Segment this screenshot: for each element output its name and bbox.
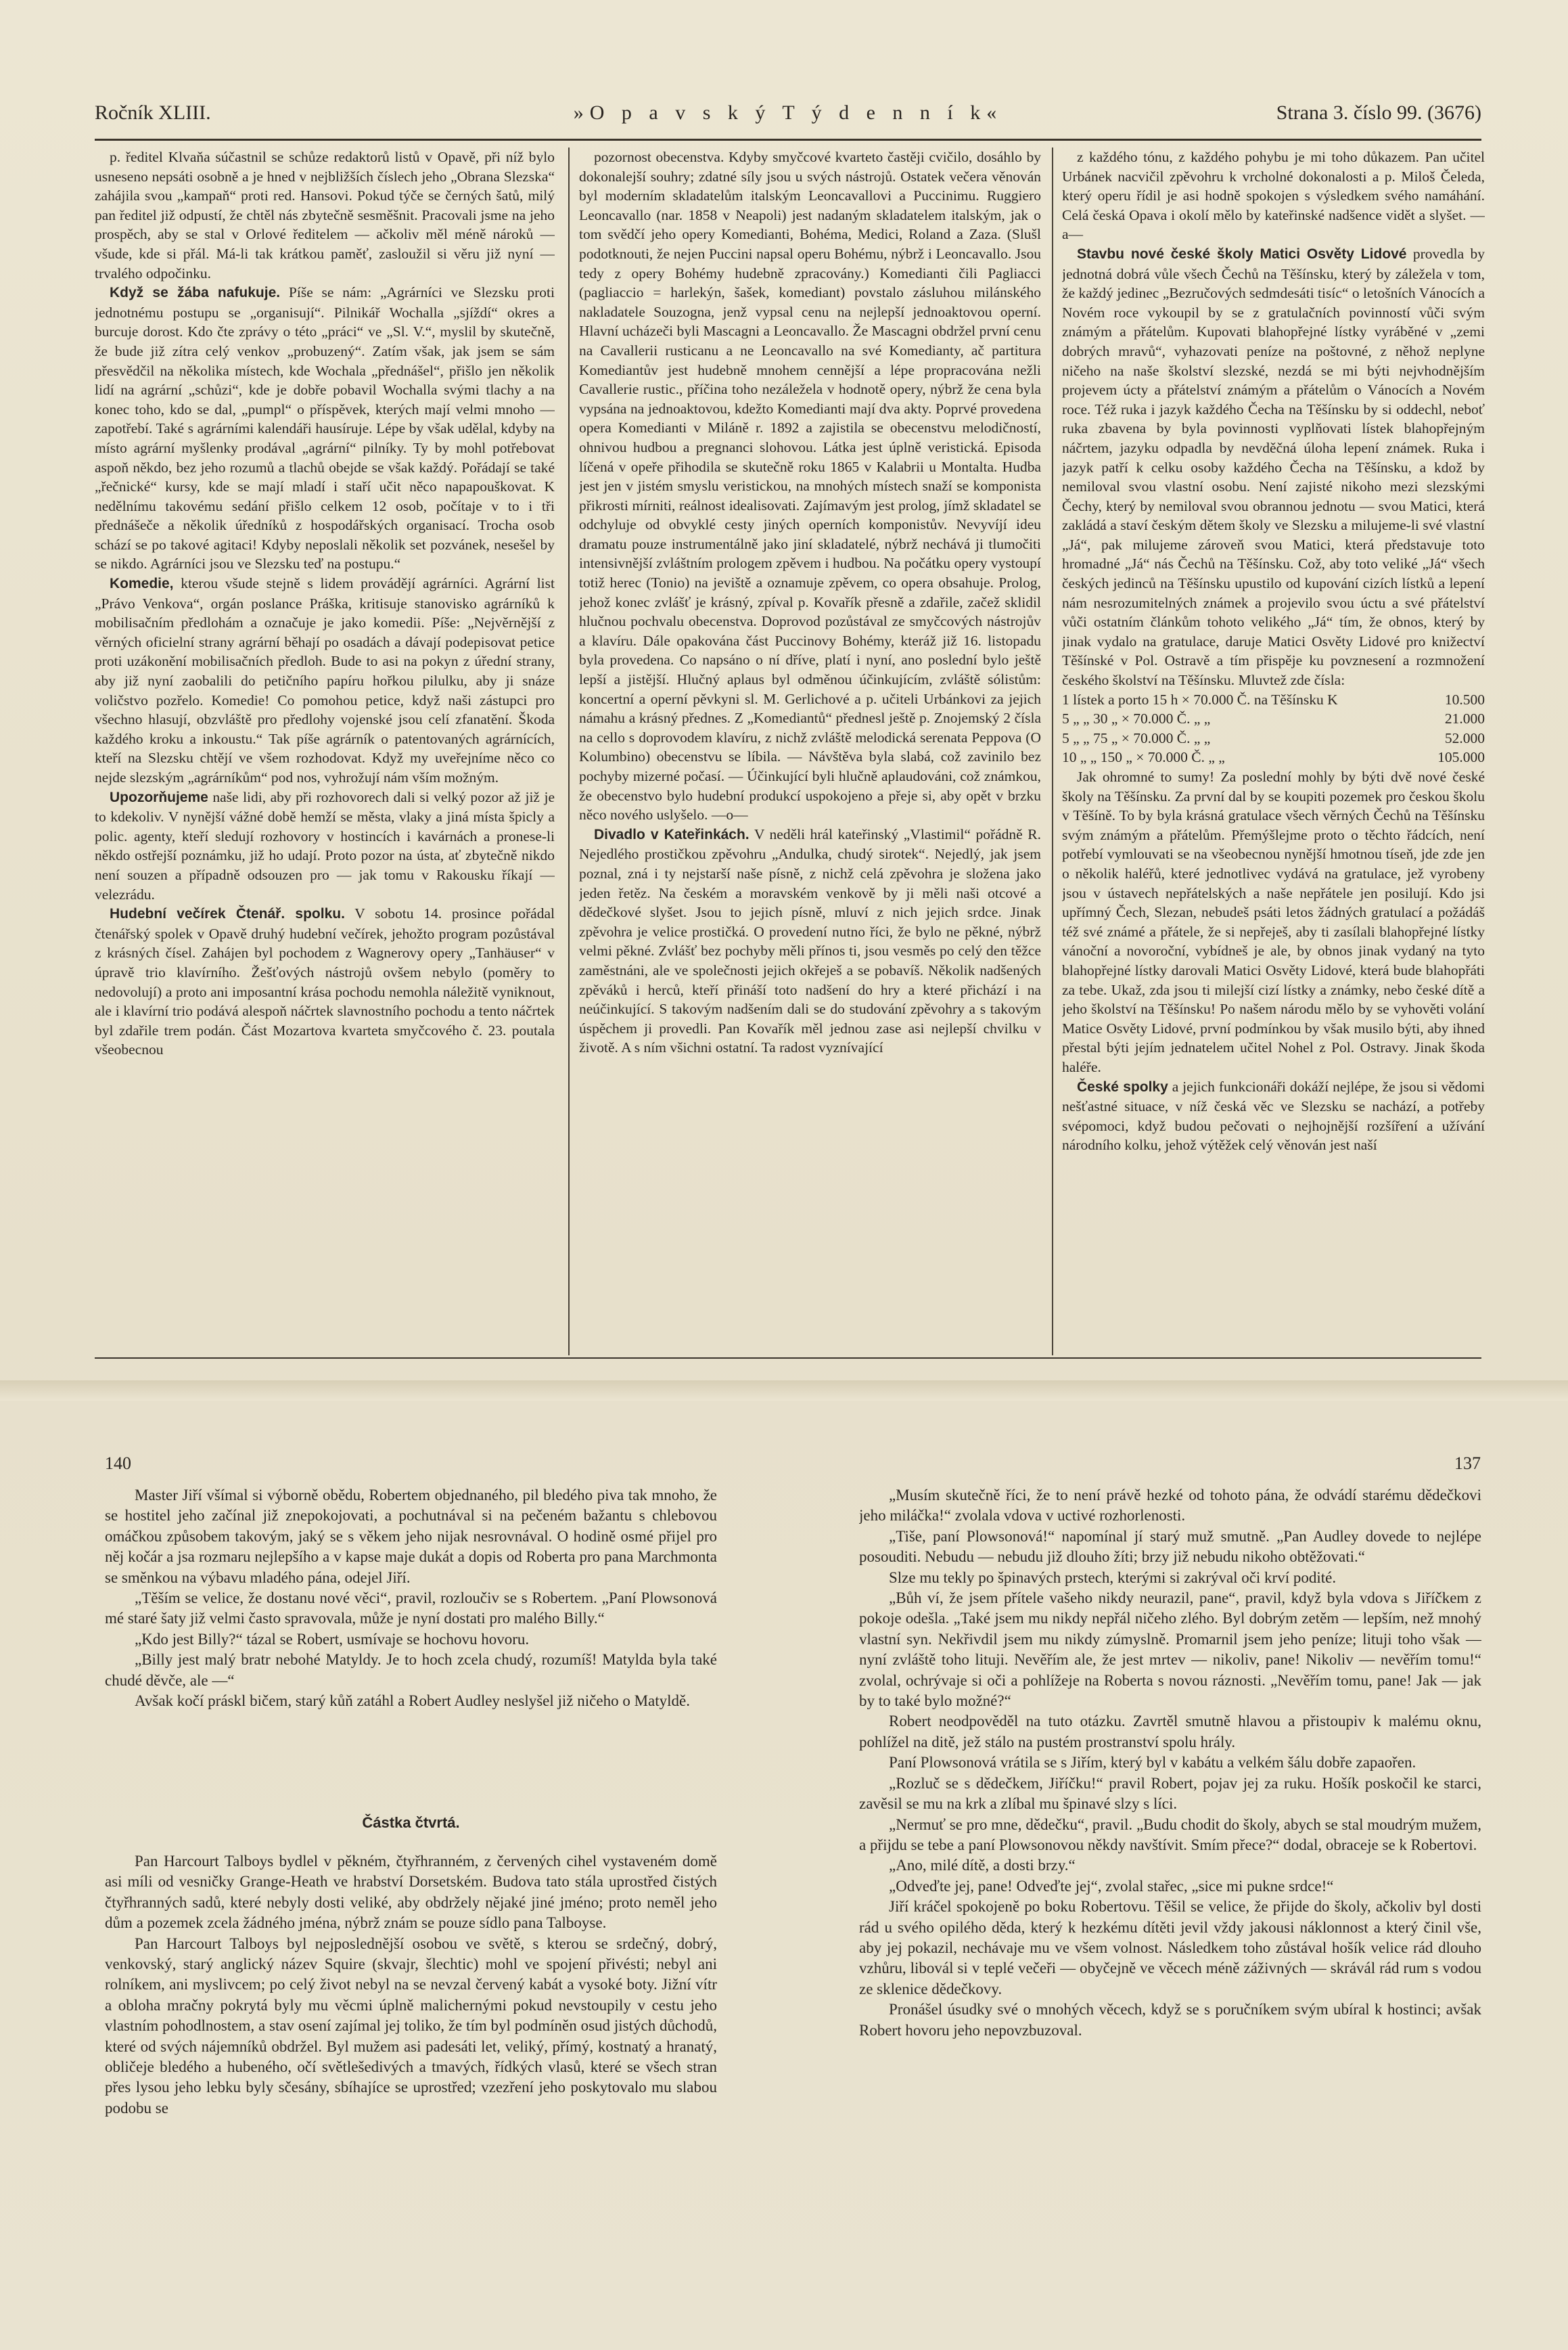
article-body: V neděli hrál kateřinský „Vlastimil“ pořádně R. Nejedlého prostičkou zpěvohru „Andulka, chudý sirotek“. Nejedlý, jak jsem poznal, zná i ty nejstarší naše písně, z nichž celá zpěvohra je složena jako jeden řetěz. Na českém a moravském venkově by ji měli naši otcové a dědečkové slyšet. Jsou to jejich písně, mluví z nich jejich srdce. Jinak zpěvohra je velice prostičká. O provedení nutno říci, že bylo ne pěkné, nýbrž velmi pěkné. Zvlášť bez pochyby měli přínos ti, jsou vesměs po celý den těžce zaměstnáni, ale ve společnosti jejich okřejеš a se pobavíš. Několik nadšených zpěváků i herců, kteří přináší toto nadšení do hry a které přichází i na neúčinkující. S takovým nadšením dali se do studování zpěvohry a s takovým úspěchem ji provedli. Pan Kovařík měl jednou zase asi nejlepší chvilku v životě. A s ním všichni ostatní. Ta radost vyznívající (579, 826, 1041, 1056)
article-headline: Divadlo v Kateřinkách. (594, 826, 750, 842)
novel-paragraph: „Nermuť se pro mne, dědečku“, pravil. „Budu chodit do školy, abych se stal moudrým mužem, a přijdu se tebe a paní Plowsonovou někdy navštívit. Smím přece?“ dodal, obraceje se k Robertovi. (859, 1815, 1481, 1853)
price-table-label: 1 lístek a porto 15 h × 70.000 Č. na Těšínsku K (1062, 691, 1338, 708)
article-body: V sobotu 14. prosince pořádal čtenářský spolek v Opavě druhý hudební večírek, jehožto program pozůstával z krásných čísel. Zahájen byl pochodem z Wagnerovy opery „Tanhäuser“ v úpravě trio klavírního. Žešťových nástrojů ovšem nebylo (poměry to nedovolují) a proto ani imposantní krása pochodu nemohla náležitě vyniknout, ale i klavírní trio podává alespoň náčrtek slavnostního pochodu a tento náčrtek byl zdařile trem podán. Část Mozartova kvarteta smyčcového č. 23. poutala všeobecnou (95, 905, 555, 1058)
price-table (1062, 690, 1485, 767)
masthead (95, 101, 1481, 135)
price-table-amount: 21.000 (1444, 710, 1485, 727)
novel-page-number-right: 137 (1454, 1453, 1481, 1473)
novel-page-left (105, 1485, 717, 2318)
article-headline: Když se žába nafukuje. (110, 285, 281, 301)
masthead-volume: Ročník XLIII. (95, 101, 211, 124)
article-body: kterou všude stejně s lidem provádějí agrárníci. Agrární list „Právo Venkova“, orgán poslance Práška, kritisuje stanovisko agrárníků k mobilisačním předlohám a označuje je jako komedii. Píše: „Nejvěrnější z věrných oficielní strany agrární běhají po osadách a dávají podepisovat petice proti uzákonění mobilisačních předloh. Bude to asi na pokyn z úřední strany, aby již nyní zaobalili do petičního papíru hořkou pilulku, aby ji snáze voličstvo pozřelo. Komedie! Co pomohou petice, když naši zástupci pro všechno hlasují, obzvláště pro předlohy vojenské jsou celí zfanatění. Škoda každého kroku a inkoustu.“ Tak píše agrárník o patentovaných agrárnících, kteří na Slezsku chtějí ve všem rozhodovat. Když my uveřejníme něco co nejde slezským „agrárníkům“ pod nos, vyhrožují nám vším možným. (95, 575, 555, 786)
article-body: z každého tónu, z každého pohybu je mi toho důkazem. Pan učitel Urbánek nacvičil zpěvohru k vrcholné dokonalosti a p. Miloš Čeleda, který operu řídil je asi hodně spokojen s výsledkem svého namáhání. Celá česká Opava i okolí mělo by kateřinské nadšence vidět a slyšet. —a— (1062, 149, 1485, 243)
masthead-rule (95, 139, 1481, 141)
article-headline: Hudební večírek Čtenář. spolku. (110, 906, 345, 922)
novel-page-right (859, 1485, 1481, 2318)
article-paragraph (1062, 148, 1485, 244)
masthead-page-info: Strana 3. číslo 99. (3676) (1276, 101, 1481, 124)
article-body: naše lidi, aby při rozhovorech dali si velký pozor až již je to kdekoliv. V nynější vážné době hemží se města, vlaky a jiná místa špicly a polic. agenty, kteří sledují rozhovory v hostincích i kavárnách a pronese-li někdo ostřejší poznámku, již ho udají. Proto pozor na ústa, ať zbytečně nikdo není souzen a případně odsouzen pro — jak tomu v Rakousku říkají — velezrádu. (95, 788, 555, 903)
article-body: pozornost obecenstva. Kdyby smyčcové kvarteto častěji cvičilo, dosáhlo by dokonalejší souhry; zdatné síly jsou u svých nástrojů. Ostatek večera věnován byl moderním skladatelům italským Leoncavallovi a Puccinimu. Ruggiero Leoncavallo (nar. 1858 v Neapoli) jest nadaným skladatelem italským, jak o tom svědčí jeho opery Komedianti, Bohéma, Medici, Roland a Zaza. (Slušl podotknouti, že nejen Puccini napsal operu Bohému, nýbrž i Leoncavallo. Jsou tedy z opery Bohémy hudebně zpracovány.) Komedianti čili Pagliacci (pagliaccio = harlekýn, šašek, komediant) povstalo zásluhou milánského nakladatele Souzogna, jenž vypsal cenu na nejlepší jednoaktovou operní. Hlavní ucházeči byli Mascagni a Leoncavallo. Že Mascagni obdržel první cenu na Cavallerii rusticanu a ne Leoncavallo na své Komedianty, ač partitura Komediantův jest hudebně mnohem cennější a lépe propracována nežli Cavallerie rustic., příčina toho nezáleželа v hodnotě opery, nýbrž že cena byla vypsána na jednoaktovou, kdežto Komedianti mají dva akty. Poprvé provedena opera Komedianti v Miláně r. 1892 a zajistila se obecenstvu melodičností, ohnivou hudbou a pregnanci slohovou. Látka jest úplně veristická. Episoda líčená v opeře přihodila se skutečně roku 1865 v Kalabrii u Montalta. Hudba jest jen v jistém smyslu veristickou, na mnohých místech snaží se komponista přikrosti mírniti, reálnost idealisovati. Zajímavým jest prolog, jímž skladatel se odchyluje od obvyklé cesty jiných operních komponistův. Nevyvíjí ideu dramatu pouze instrumentálně jako jiní skladatelé, nýbrž nechává ji tlumočiti intensivnější zvláštním prologem zpěvem i hudbou. Na počátku opery vystoupí totiž herec (Tonio) na jeviště a oznamuje zpěvem, co opera obsahuje. Prolog, jehož konec zvlášť je krásný, zpíval p. Kovařík přesně a zdařile, začež sklidil hlučnou pochvalu obecenstva. Doprovod pozůstával ze smyčcových nástrojův a klavíru. Dále opakována část Puccinovy Bohémy, kteráž již 16. listopadu byla provedena. Co napsáno o ní dříve, platí i nyní, ano poslední bylo ještě lepší a jistější. Hlučný aplaus byl odměnou účinkujícím, zvláště sólistům: koncertní a operní pěvkyni sl. M. Gerlichové a p. učiteli Urbánkovi za jejich námahu a krásný přednes. Z „Komediantů“ přednesl ještě p. Znojemský 2 čísla na cello s doprovodem klavíru, z nichž zvláště melodická serenata Peppova (O Kolumbino) obecenstvu se líbila. — Návštěva byla slabá, což zavinilo bez pochyby mizerné počasí. — Účinkující byli hlučně aplaudováni, což známkou, že obecenstvo bylo hudební produkcí uspokojeno a přeje si, aby opět v brzku něco nového uslyšelo. —o— (579, 149, 1041, 823)
article-body: a jejich funkcionáři dokáží nejlépe, že jsou si vědomi nešťastné situace, v níž česká věc ve Slezsku se nachází, a potřeby svépomoci, když budou pečovati o nejhojnější rozšíření a užívání národního kolku, jehož výtěžek celý věnován jest naší (1062, 1078, 1485, 1154)
article-paragraph (95, 904, 555, 1060)
novel-paragraph: „Odveďte jej, pane! Odveďte jej“, zvolal stařec, „sice mi pukne srdce!“ (889, 1877, 1334, 1895)
article-paragraph (95, 283, 555, 574)
column-divider (568, 148, 570, 1355)
chapter-heading: Částka čtvrtá. (362, 1814, 460, 1832)
price-table-row (1062, 709, 1485, 729)
column-divider (1052, 148, 1053, 1355)
article-paragraph (579, 148, 1041, 825)
novel-paragraph: „Kdo jest Billy?“ tázal se Robert, usmívaje se hochovu hovoru. (135, 1630, 530, 1648)
article-headline: Stavbu nové české školy Matici Osvěty Lidové (1077, 246, 1407, 262)
price-table-label: 5 „ „ 30 „ × 70.000 Č. „ „ (1062, 710, 1211, 727)
article-paragraph (1062, 244, 1485, 690)
article-headline: Upozorňujeme (110, 789, 208, 805)
masthead-title: »O p a v s k ý T ý d e n n í k« (573, 101, 1003, 124)
novel-paragraph: „Musím skutečně říci, že to není právě hezké od tohoto pána, že odvádí starému dědečkovi jeho miláčka!“ zvolala vdova v uctivé rozhorlenosti. (859, 1487, 1481, 1524)
price-table-row (1062, 729, 1485, 748)
novel-paragraph: Jiří kráčel spokojeně po boku Robertovu. Těšil se velice, že přijde do školy, ačkoliv byl dosti rád u svého opilého děda, který k hezkému dítěti jevil vždy jakousi náklonnost a který činil vše, aby jej pokazil, nechávaje mu ve všem volnost. Následkem toho zůstával hošík velice rád dlouho vzhůru, libovál si v teplé večeři — obyčejně ve věcech méně záživných — skrávál rád rum s vodou ze sklenice dědečkovy. (859, 1898, 1481, 1997)
article-headline: Komedie, (110, 576, 174, 592)
price-table-label: 10 „ „ 150 „ × 70.000 Č. „ „ (1062, 749, 1225, 766)
novel-paragraph: Avšak kočí práskl bičem, starý kůň zatáhl a Robert Audley neslyšel již ničeho o Matyldě. (135, 1692, 690, 1710)
article-paragraph (1062, 767, 1485, 1077)
novel-paragraph: Pronášel úsudky své o mnohých věcech, když se s poručníkem svým ubíral k hostinci; avšak Robert hovoru jeho nepovzbuzoval. (859, 2001, 1481, 2039)
novel-paragraph: „Bůh ví, že jsem přítele vašeho nikdy neurazil, pane“, pravil, když byla vdova s Jiříčkem z pokoje odešla. „Také jsem mu nikdy nepřál ničeho zlého. Byl dobrým zetěm — lepším, než mnohý vlastní syn. Nekřivdil jsem mu nikdy zúmyslně. Promarnil jsem jeho peníze; lituji toho však — nyní zvláště toho lituji. Nevěřím ale, že jest mrtev — nikoliv, pane! Nikoliv — nevěřím tomu!“ zvolal, ochrývaje si oči a pohlížeje na Roberta s novou ráznosti. „Nevěřím tomu, pane! Jak — jak by to také bylo možné?“ (859, 1589, 1481, 1710)
page-fold (0, 1380, 1568, 1401)
article-body: provedla by jednotná dobrá vůle všech Čechů na Těšínsku, který by záleželа v tom, že každý jedinec „Bezručových sedmdesáti tisíc“ o letošních Vánocích a Novém roce vykoupil by se z gratulačních povinností vůči svým známým a přátelům. Kupovati blahopřejné lístky vyráběné v „zemi dobrých mravů“, vyhazovati peníze na poštovné, z něhož neplyne ničeho na naše školství slezské, nezdá se mi býti nejvhodnějším projevem úcty a přátelství známým a přátelům o Vánocích a Novém roce. Též ruka i jazyk každého Čecha na Těšínsku by si oddechl, neboť ruka zbavena by byla povinnosti vyplňovati lístek blahopřejným náčrtem, jazyku odpadla by nevděčná úloha lepení známek. Ruka i jazyk patří k celku osoby každého Čecha na Těšínsku, a kdož by nemiloval svou vlastní osobu. Není zajisté nikoho mezi slezskými Čechy, který by nemiloval svou obrannou jednotu — svou Matici, která zakládá a staví českým dětem školy ve Slezsku a milujeme-li své vlastní „Já“, pak milujeme zároveň svou Matici, která představuje toto hromadné „Já“ nás Čechů na Těšínsku. Což, aby toto veliké „Já“ všech českých jedinců na Těšínsku upustilo od kupování cizích lístků a lepení nám nesrozumitelných známek a projevilo svou úctu a své přátelství vůči ostatním článkům tohoto velikého „Já“ tím, že obnos, který by jinak vydalo na gratulace, daruje Matici Osvěty Lidové pro knižectví Těšínské v Pol. Ostravě a tím přispěje ku povznesení a rozmnožení českého školství na Těšínsku. Mluvtež zde čísla: (1062, 245, 1485, 689)
novel-paragraph: Master Jiří všímal si výborně obědu, Robertem objednaného, pil bledého piva tak mnoho, že se hostitel jeho začínal již znepokojovati, a pochutnával si na pečeném bažantu s chlebovou omáčkou způsobem takovým, jaký se s věkem jeho nijak nesrovnával. O hodině osmé přijel pro něj kočár a jsa rozmaru nejlepšího a v kapse maje dukát a dopis od Roberta pro pana Marchmonta se směnkou na výbavu mladého pána, odejel Jiří. (105, 1487, 717, 1586)
price-table-amount: 10.500 (1444, 691, 1485, 708)
article-column-3 (1062, 148, 1485, 1355)
price-table-amount: 52.000 (1444, 729, 1485, 746)
article-paragraph (95, 148, 555, 283)
article-headline: České spolky (1077, 1079, 1168, 1095)
article-paragraph (1062, 1077, 1485, 1155)
novel-paragraph: Pan Harcourt Talboys bydlel v pěkném, čtyřhranném, z červených cihel vystaveném domě asi míli od vesničky Grange-Heath ve hrabství Dorsetském. Budova tato stála uprostřed čistých čtyřhranných sadů, které nebyly dosti veliké, aby obdržely nějaké jiné jméno; proto neměl jeho dům a pozemek zcela žádného jména, nýbrž znám se pouze sídlo pana Talboyse. (105, 1852, 717, 1932)
price-table-label: 5 „ „ 75 „ × 70.000 Č. „ „ (1062, 729, 1211, 746)
price-table-amount: 105.000 (1437, 749, 1485, 766)
novel-paragraph: „Rozluč se s dědečkem, Jiříčku!“ pravil Robert, pojav jej za ruku. Hošík poskočil ke starci, zavěsil se mu na krk a zlíbal mu špinavé slzy s líci. (859, 1774, 1481, 1813)
article-paragraph (579, 825, 1041, 1058)
article-paragraph (95, 574, 555, 788)
article-body: p. ředitel Klvaňa súčastnil se schůze redaktorů listů v Opavě, při níž bylo usneseno nepsáti osobně a je hned v nejbližších číslech jeho „Obrana Slezska“ zahájila svou „kampaň“ proti red. Hansovi. Pokud týče se černých šatů, milý pan ředitel již odpustí, že chtěl nás zbytečně sesměšnit. Pracovali jsme na jeho prospěch, aby se stal v Orlové ředitelem — ačkoliv měl méně nároků — všude, kde si přál. Má-li tak krátkou paměť, zasloužil si věru již nyní — trvalého odpočinku. (95, 149, 555, 281)
article-column-1 (95, 148, 555, 1355)
article-column-2 (579, 148, 1041, 1355)
novel-page-number-left: 140 (105, 1453, 131, 1473)
novel-paragraph: Slze mu tekly po špinavých prstech, kterými si zakrýval oči krví podité. (889, 1568, 1337, 1586)
article-paragraph (95, 788, 555, 905)
price-table-row (1062, 690, 1485, 710)
novel-paragraph: Pan Harcourt Talboys byl nejposlednější osobou ve světě, s kterou se srdečný, dobrý, venkovský, starý anglický název Squire (skvajr, šlechtic) mohl ve spojení přivésti; nebyl ani rolníkem, ani myslivcem; po celý život nebyl na se nevzal červený kabát a vysoké boty. Jižní vítr a obloha mračny pokrytá byly mu věcmi úplně malichernými pokud nevstoupily v cestu jeho vlastním pohodlnostem, a stav osení zajímal jej toliko, že tím byl podmíněn osud jistých důchodů, které od svých nájemníků obdržel. Byl mužem asi padesáti let, veliký, přímý, kostnatý a hranatý, obličeje bledého a hubeného, očí světlešedivých a tmavých, řídkých vlasů, které se všech stran přes lysou jeho lebku byly sčesány, sbíhajíce se uprostřed; vzezření jeho poskytovalo mu slabou podobu se (105, 1935, 717, 2117)
novel-paragraph: Robert neodpověděl na tuto otázku. Zavrtěl smutně hlavou a přistoupiv k malému oknu, pohlížel na ditě, jež stálo na pustém prostranství spolu hrály. (859, 1713, 1481, 1750)
article-body: Jak ohromné to sumy! Za poslední mohly by býti dvě nové české školy na Těšínsku. Za první dal by se koupiti pozemek pro českou školu v Těšíně. To by byla krásná gratulace všech věrných Čechů na Těšínsku svým známým a přátelům. Přemýšlejme proto o těchto řádcích, není potřebí vymlouvati se na všeobecnou nynější hmotnou tíseň, jde zde jen o několik haléřů, které jednotlivec vydává na gratulace, jež vyrobeny jsou v ústavech nepřátelských a naše nepřátele jen posilují. Kdo jsi upřímný Čech, Slezan, nebudeš psáti letos žádných gratulací a požádáš též své známé a přátele, že si nepřeješ, aby ti zasílali blahopřejné lístky vánoční a novoroční, vybídneš je ale, by obnos jinak vydaný na tyto blahopřejné lístky darovali Matici Osvěty Lidové, která bude blahopřáti za tebe. Ukaž, zda jsou ti milejší cizí lístky a známky, nebo české dítě a jeho školství na Těšínsku! Po našem národu mělo by se vyhověti volání Matice Osvěty Lidové, první podmínkou by však musilo býti, aby ihned přestal býti jejím jednatelem učitel Nohel z Pol. Ostravy. Jinak škoda haléře. (1062, 769, 1485, 1075)
article-body: Píše se nám: „Agrárníci ve Slezsku proti jednotnému postupu se „organisují“. Pilnikář Wochalla „sjíždí“ okres a burcuje dorost. Kdo čte zprávy o této „práci“ ve „Sl. V.“, myslil by skutečně, že bude již zítra celý venkov „probuzený“. Zatím však, jak jsem se sám přesvědčil na několika místech, kde Wochala „přednášel“, přišlo jen několik lidí na agrární „schůzi“, kde je dobře pobavil Wochalla svými tlachy a na konec toho, kdo se dal, „pumpl“ o příspěvek, kterých mají velmi mnoho — zapotřebí. Také s agrárními kalendáři hausíruje. Lépe by však udělal, kdyby na místo agrární myšlenky prodával „agrární“ pilníky. Ty by mohl potřebovat aspoň někdo, bez jeho rozumů a tlachů obejde se však každý. Pořádají se také „řečnické“ kursy, kde se mají mladí i staří učit něco napapouškovat. K nedělnímu takovému sedání přišlo celkem 12 osob, počítaje v to i tři přednášeče a několik úředníků z hospodářských organisací. Trocha osob schází se po takové agitaci! Kdyby neposlali několik set pozvánek, nesešel by se nikdo. Agrárníci jsou ve Slezsku teď na postupu.“ (95, 284, 555, 572)
bottom-rule (95, 1357, 1481, 1359)
novel-paragraph: Paní Plowsonová vrátila se s Jiřím, který byl v kabátu a velkém šálu dobře zapaořen. (889, 1754, 1416, 1771)
price-table-row (1062, 748, 1485, 767)
novel-paragraph: „Těším se velice, že dostanu nové věci“, pravil, rozloučiv se s Robertem. „Paní Plowsonová mé staré šaty již velmi často spravovala, může je nyní dostati pro malého Billy.“ (105, 1589, 717, 1627)
novel-paragraph: „Tiše, paní Plowsonová!“ napomínal jí starý muž smutně. „Pan Audley dovede to nejlépe posouditi. Nebudu — nebudu již dlouho žíti; brzy již nebudu nikoho obtěžovati.“ (859, 1527, 1481, 1566)
novel-paragraph: „Ano, milé dítě, a dosti brzy.“ (889, 1857, 1076, 1874)
novel-paragraph: „Billy jest malý bratr nebohé Matyldy. Je to hoch zcela chudý, rozumíš! Matylda byla také chudé děvče, ale —“ (105, 1651, 717, 1689)
